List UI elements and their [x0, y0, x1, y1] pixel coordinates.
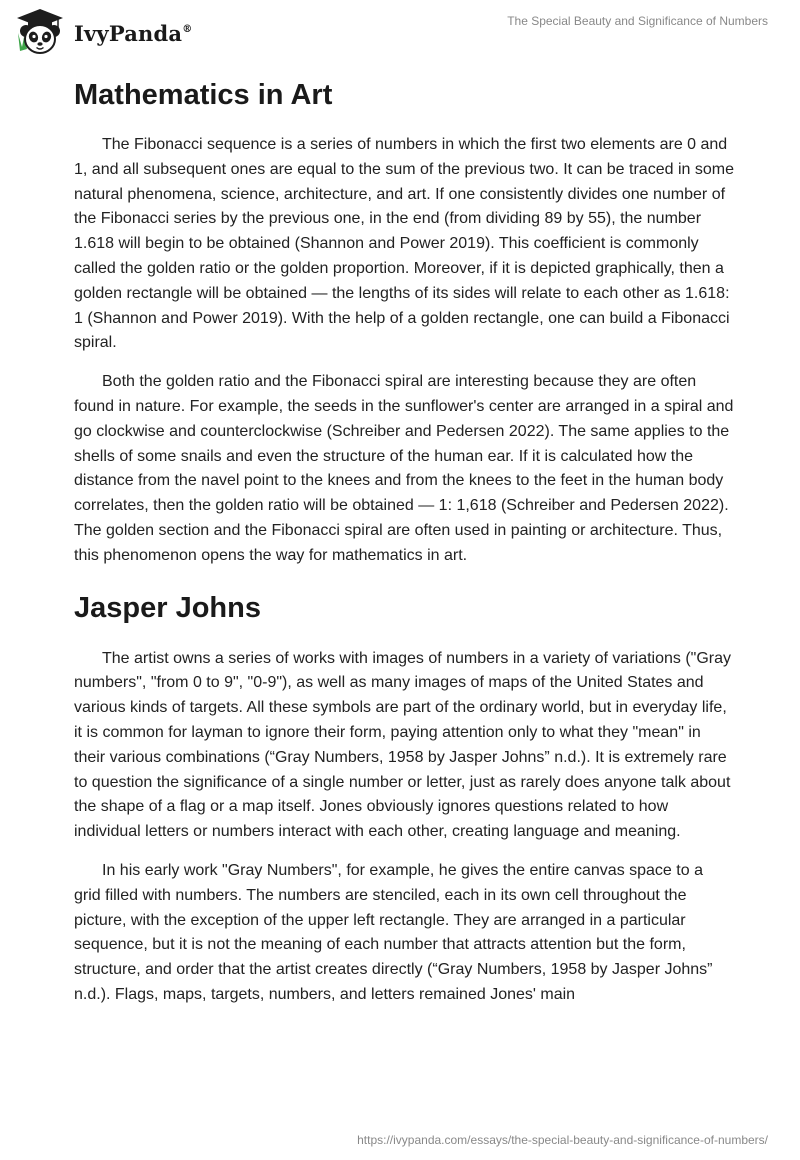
paragraph: The Fibonacci sequence is a series of numbers in which the first two elements are 0 and 1, and all subsequent ones are equal to the sum of the previous two. It can be traced in some natural phenomena, science, architecture, and art. If one consistently divides one number of the Fibonacci series by the previous one, in the end (from dividing 89 by 55), the number 1.618 will begin to be obtained (Shannon and Power 2019). This coefficient is commonly called the golden ratio or the golden proportion. Moreover, if it is depicted graphically, then a golden rectangle will be obtained — the lengths of its sides will relate to each other as 1.618: 1 (Shannon and Power 2019). With the help of a golden rectangle, one can build a Fibonacci spiral. — [74, 136, 734, 352]
essay-body — [74, 70, 734, 1022]
source-url[interactable]: https://ivypanda.com/essays/the-special-beauty-and-significance-of-numbers/ — [357, 1133, 768, 1147]
paragraph: Both the golden ratio and the Fibonacci spiral are interesting because they are often found in nature. For example, the seeds in the sunflower's center are arranged in a spiral and go clockwise and counterclockwise (Schreiber and Pedersen 2022). The same applies to the shells of some snails and even the structure of the human ear. If it is calculated how the distance from the navel point to the knees and from the knees to the feet in the human body correlates, then the golden ratio will be obtained — 1: 1,618 (Schreiber and Pedersen 2022). The golden section and the Fibonacci spiral are often used in painting or architecture. Thus, this phenomenon opens the way for mathematics in art. — [74, 373, 734, 564]
document-title: The Special Beauty and Significance of Numbers — [507, 14, 768, 28]
logo-wordmark: IvyPanda® — [74, 20, 193, 46]
page-header — [0, 0, 800, 64]
paragraph: In his early work "Gray Numbers", for example, he gives the entire canvas space to a grid filled with numbers. The numbers are stenciled, each in its own cell throughout the picture, with the exception of the upper left rectangle. They are arranged in a particular sequence, but it is not the meaning of each number that attracts attention but the form, structure, and order that the artist creates directly (“Gray Numbers, 1958 by Jasper Johns” n.d.). Flags, maps, targets, numbers, and letters remained Jones' main — [74, 861, 713, 1003]
section-heading-jasper-johns: Jasper Johns — [74, 591, 261, 624]
ivypanda-logo[interactable] — [14, 7, 192, 57]
panda-graduation-icon — [14, 7, 66, 57]
paragraph: The artist owns a series of works with images of numbers in a variety of variations ("Gray numbers", "from 0 to 9", "0-9"), as well as many images of maps of the United States and various kinds of targets. All these symbols are part of the ordinary world, but in everyday life, it is common for layman to ignore their form, paying attention only to what they "mean" in their various combinations (“Gray Numbers, 1958 by Jasper Johns” n.d.). It is extremely rare to question the significance of a single number or letter, just as rarely does anyone talk about the shape of a flag or a map itself. Jones obviously ignores questions related to how individual letters or numbers interact with each other, creating language and meaning. — [74, 649, 732, 841]
registered-mark: ® — [182, 23, 193, 35]
section-heading-mathematics-in-art: Mathematics in Art — [74, 79, 333, 111]
